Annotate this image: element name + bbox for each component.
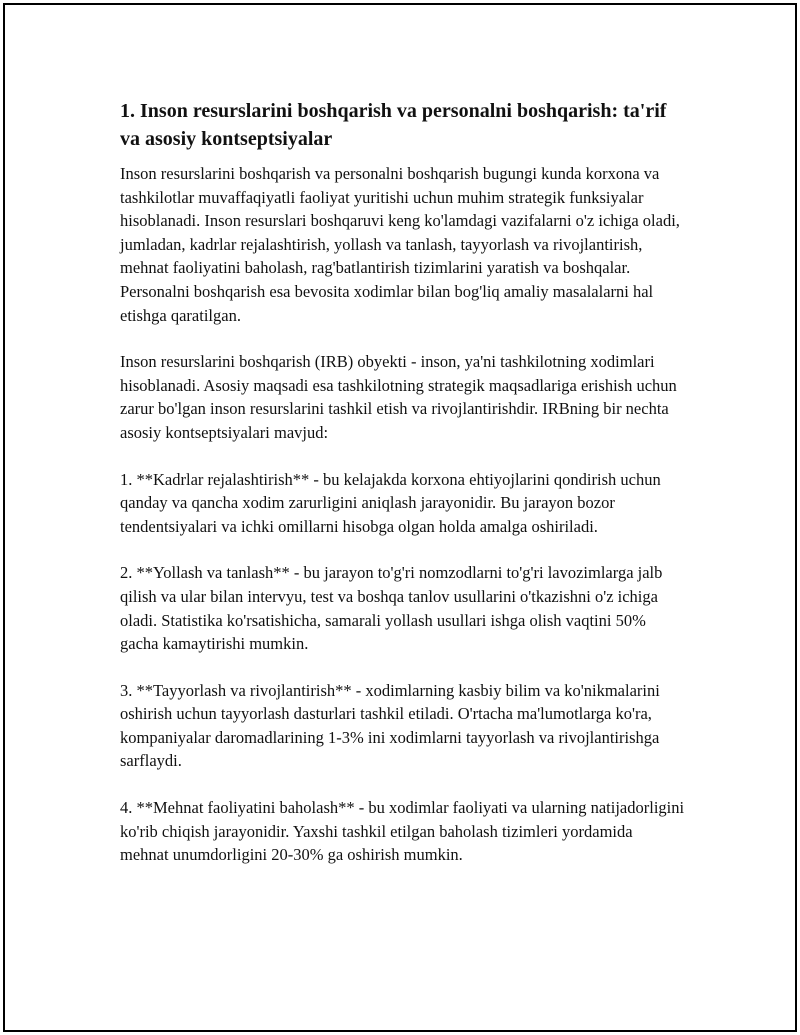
paragraph-concept-3: 3. **Tayyorlash va rivojlantirish** - xodimlarning kasbiy bilim va ko'nikmalarini oshirish uchun tayyorlash dasturlari tashkil etiladi. O'rtacha ma'lumotlarga ko'ra, kompaniyalar daromadlarining 1-3% ini xodimlarni tayyorlash va rivojlantirishga sarflaydi. bbox=[120, 680, 660, 771]
document-title: 1. Inson resurslarini boshqarish va personalni boshqarish: ta'rif va asosiy kontseptsiyalar bbox=[120, 100, 667, 150]
paragraph-intro: Inson resurslarini boshqarish va personalni boshqarish bugungi kunda korxona va tashkilotlar muvaffaqiyatli faoliyat yuritishi uchun muhim strategik funksiyalar hisoblanadi. Inson resurslari boshqaruvi keng ko'lamdagi vazifalarni o'z ichiga oladi, jumladan, kadrlar rejalashtirish, yollash va tanlash, tayyorlash va rivojlantirish, mehnat faoliyatini baholash, rag'batlantirish tizimlarini yaratish va boshqalar. Personalni boshqarish esa bevosita xodimlar bilan bog'liq amaliy masalalarni hal etishga qaratilgan. bbox=[120, 164, 680, 325]
paragraph-irb-object: Inson resurslarini boshqarish (IRB) obyekti - inson, ya'ni tashkilotning xodimlari hisoblanadi. Asosiy maqsadi esa tashkilotning strategik maqsadlariga erishish uchun zarur bo'lgan inson resurslarini tashkil etish va rivojlantirishdir. IRBning bir nechta asosiy kontseptsiyalari mavjud: bbox=[120, 352, 677, 442]
document-page bbox=[3, 3, 797, 1032]
paragraph-concept-1: 1. **Kadrlar rejalashtirish** - bu kelajakda korxona ehtiyojlarini qondirish uchun qanday va qancha xodim zarurligini aniqlash jarayonidir. Bu jarayon bozor tendentsiyalari va ichki omillarni hisobga olgan holda amalga oshiriladi. bbox=[120, 469, 661, 536]
paragraph-concept-4: 4. **Mehnat faoliyatini baholash** - bu xodimlar faoliyati va ularning natijadorligini ko'rib chiqish jarayonidir. Yaxshi tashkil etilgan baholash tizimleri yordamida mehnat unumdorligini 20-30% ga oshirish mumkin. bbox=[120, 798, 685, 865]
paragraph-concept-2: 2. **Yollash va tanlash** - bu jarayon to'g'ri nomzodlarni to'g'ri lavozimlarga jalb qilish va ular bilan intervyu, test va boshqa tanlov usullarini o'tkazishni o'z ichiga oladi. Statistika ko'rsatishicha, samarali yollash usullari ishga olish vaqtini 50% gacha kamaytirishi mumkin. bbox=[120, 563, 663, 654]
document-content bbox=[120, 97, 685, 867]
